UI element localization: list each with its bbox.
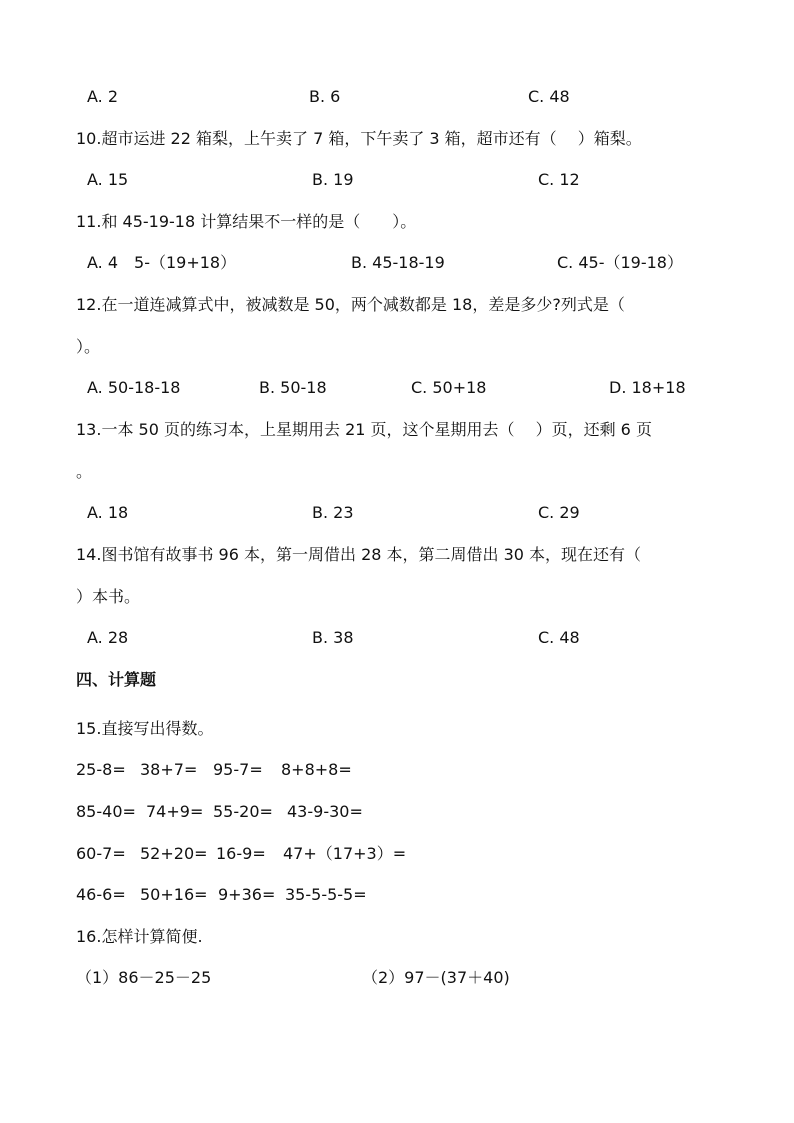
q14-question-line1: 14.图书馆有故事书 96 本，第一周借出 28 本，第二周借出 30 本，现在还有（: [76, 545, 642, 564]
q15-row-1-item-1: 25-8=: [76, 760, 126, 779]
q15-row-3-item-2: 52+20=: [140, 844, 208, 863]
q12-options: [87, 377, 767, 399]
section-heading: 四、计算题: [76, 670, 157, 689]
q11-option-a: A. 4 5-（19+18）: [87, 253, 237, 272]
q12-question-line1: 12.在一道连减算式中，被减数是 50，两个减数都是 18，差是多少?列式是（: [76, 295, 625, 314]
q9-option-c: C. 48: [528, 87, 570, 106]
q16-item-1: （1）86－25－25: [76, 968, 212, 987]
q15-row-4-item-1: 46-6=: [76, 885, 126, 904]
q11-question: 11.和 45-19-18 计算结果不一样的是（ ）。: [76, 212, 417, 231]
q13-option-c: C. 29: [538, 503, 580, 522]
q15-row-1-item-3: 95-7=: [213, 760, 263, 779]
q13-question-line1: 13.一本 50 页的练习本，上星期用去 21 页，这个星期用去（ ）页，还剩 6 页: [76, 420, 652, 439]
q15-question: 15.直接写出得数。: [76, 719, 214, 738]
q12-option-b: B. 50-18: [259, 378, 327, 397]
q10-option-c: C. 12: [538, 170, 580, 189]
q14-options: [87, 627, 767, 649]
q15-row-3-item-1: 60-7=: [76, 844, 126, 863]
q15-row-2-item-1: 85-40=: [76, 802, 136, 821]
q12-option-a: A. 50-18-18: [87, 378, 181, 397]
q9-options: [87, 86, 767, 108]
q16-question: 16.怎样计算简便.: [76, 927, 203, 946]
q15-row-2-item-3: 55-20=: [213, 802, 273, 821]
q11-options: [87, 252, 767, 274]
q15-row-4-item-4: 35-5-5-5=: [285, 885, 367, 904]
q14-question-line2: ）本书。: [76, 587, 141, 606]
q9-option-b: B. 6: [309, 87, 341, 106]
q14-option-b: B. 38: [312, 628, 354, 647]
q10-option-a: A. 15: [87, 170, 129, 189]
q15-row-4-item-3: 9+36=: [218, 885, 276, 904]
q14-option-a: A. 28: [87, 628, 129, 647]
q13-question-line2: 。: [76, 462, 93, 481]
q13-options: [87, 502, 767, 524]
q10-option-b: B. 19: [312, 170, 354, 189]
q15-row-3-item-4: 47+（17+3）=: [283, 844, 407, 863]
q11-option-c: C. 45-（19-18）: [557, 253, 683, 272]
q15-row-2-item-4: 43-9-30=: [287, 802, 363, 821]
q12-option-d: D. 18+18: [609, 378, 686, 397]
q9-option-a: A. 2: [87, 87, 119, 106]
q15-row-4-item-2: 50+16=: [140, 885, 208, 904]
q16-item-2: （2）97－(37＋40): [362, 968, 510, 987]
q15-row-1-item-2: 38+7=: [140, 760, 198, 779]
q15-row-3-item-3: 16-9=: [216, 844, 266, 863]
q12-question-line2: ）。: [76, 337, 101, 356]
q15-row-1-item-4: 8+8+8=: [281, 760, 352, 779]
q15-row-2-item-2: 74+9=: [146, 802, 204, 821]
q10-options: [87, 169, 767, 191]
q10-question: 10.超市运进 22 箱梨，上午卖了 7 箱，下午卖了 3 箱，超市还有（ ）箱梨。: [76, 129, 642, 148]
q13-option-b: B. 23: [312, 503, 354, 522]
q14-option-c: C. 48: [538, 628, 580, 647]
q13-option-a: A. 18: [87, 503, 129, 522]
q12-option-c: C. 50+18: [411, 378, 487, 397]
q11-option-b: B. 45-18-19: [351, 253, 445, 272]
